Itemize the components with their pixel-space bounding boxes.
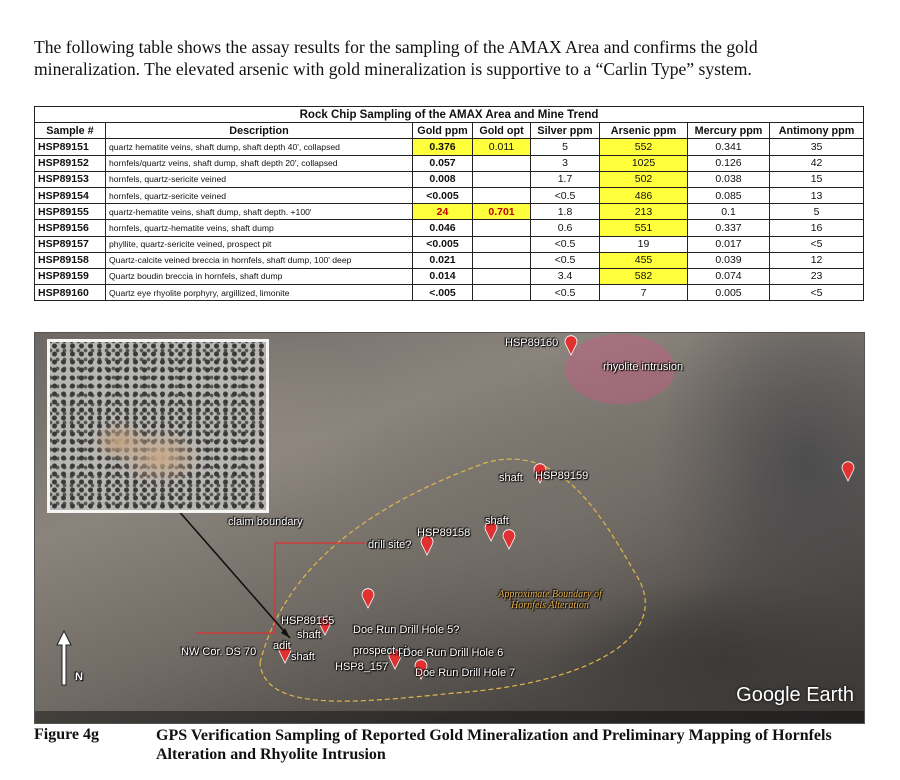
sample-description: hornfels/quartz veins, shaft dump, shaft depth 20', collapsed [106, 155, 413, 171]
antimony-ppm: <5 [770, 236, 864, 252]
label-shaft: shaft [485, 515, 509, 527]
label-doe-run-drill-hole-6: Doe Run Drill Hole 6 [403, 647, 504, 659]
gold-ppm: 0.014 [413, 268, 473, 284]
inset-detail-image [47, 339, 269, 513]
gold-opt [473, 171, 531, 187]
table-row [35, 285, 864, 301]
gold-opt [473, 268, 531, 284]
header-arsenic-ppm: Arsenic ppm [600, 123, 688, 139]
sample-id: HSP89160 [35, 285, 106, 301]
header-silver-ppm: Silver ppm [531, 123, 600, 139]
silver-ppm: <0.5 [531, 187, 600, 203]
arsenic-ppm: 7 [600, 285, 688, 301]
arsenic-ppm: 486 [600, 187, 688, 203]
table-row [35, 220, 864, 236]
sample-id: HSP89156 [35, 220, 106, 236]
mercury-ppm: 0.039 [688, 252, 770, 268]
google-earth-logo: Google Earth [736, 684, 854, 706]
label-hsp8157: HSP8_157 [335, 661, 389, 673]
sample-id: HSP89159 [35, 268, 106, 284]
gold-ppm: 0.057 [413, 155, 473, 171]
label-hsp89158: HSP89158 [417, 527, 471, 539]
header-description: Description [106, 123, 413, 139]
gold-opt [473, 220, 531, 236]
table-row [35, 171, 864, 187]
label-hsp89155: HSP89155 [281, 615, 335, 627]
gold-opt [473, 155, 531, 171]
table-row [35, 268, 864, 284]
label-hsp89159: HSP89159 [535, 470, 589, 482]
sample-id: HSP89152 [35, 155, 106, 171]
figure-caption: GPS Verification Sampling of Reported Gold Mineralization and Preliminary Mapping of Hornfels Alteration and Rhyolite Intrusion [156, 727, 832, 763]
gold-opt [473, 187, 531, 203]
claim-boundary-line [195, 543, 365, 633]
pin-upper [362, 589, 374, 608]
mercury-ppm: 0.1 [688, 204, 770, 220]
table-title: Rock Chip Sampling of the AMAX Area and Mine Trend [35, 107, 864, 123]
gold-opt: 0.011 [473, 139, 531, 155]
antimony-ppm: 5 [770, 204, 864, 220]
sample-id: HSP89157 [35, 236, 106, 252]
gold-ppm: 0.046 [413, 220, 473, 236]
label-doe-run-drill-hole-5: Doe Run Drill Hole 5? [353, 624, 460, 636]
label-drill-site: drill site? [368, 539, 412, 551]
gold-ppm: <0.005 [413, 187, 473, 203]
mercury-ppm: 0.341 [688, 139, 770, 155]
label-shaft: shaft [297, 629, 321, 641]
antimony-ppm: 23 [770, 268, 864, 284]
sample-description: phyllite, quartz-sericite veined, prospect pit [106, 236, 413, 252]
label-adit: adit [273, 640, 291, 652]
table-row [35, 155, 864, 171]
header-gold-ppm: Gold ppm [413, 123, 473, 139]
mercury-ppm: 0.337 [688, 220, 770, 236]
label-doe-run-drill-hole-7: Doe Run Drill Hole 7 [415, 667, 516, 679]
north-label: N [75, 671, 83, 683]
gold-ppm: 0.008 [413, 171, 473, 187]
table-row [35, 204, 864, 220]
antimony-ppm: 42 [770, 155, 864, 171]
silver-ppm: <0.5 [531, 252, 600, 268]
silver-ppm: 0.6 [531, 220, 600, 236]
table-row [35, 252, 864, 268]
sample-description: Quartz boudin breccia in hornfels, shaft dump [106, 268, 413, 284]
antimony-ppm: 13 [770, 187, 864, 203]
table-row [35, 236, 864, 252]
sample-description: hornfels, quartz-sericite veined [106, 187, 413, 203]
label-nw-cor: NW Cor. DS 70 [181, 646, 257, 658]
label-prospect-pit: prospect pit [353, 645, 410, 657]
sample-description: Quartz eye rhyolite porphyry, argillized, limonite [106, 285, 413, 301]
silver-ppm: 5 [531, 139, 600, 155]
gold-ppm: 0.021 [413, 252, 473, 268]
silver-ppm: <0.5 [531, 236, 600, 252]
label-shaft: shaft [291, 651, 315, 663]
gold-ppm: 0.376 [413, 139, 473, 155]
north-arrow-icon [53, 629, 75, 689]
silver-ppm: 3 [531, 155, 600, 171]
arsenic-ppm: 582 [600, 268, 688, 284]
figure-label: Figure 4g [34, 726, 100, 743]
silver-ppm: 1.8 [531, 204, 600, 220]
sample-id: HSP89153 [35, 171, 106, 187]
mercury-ppm: 0.017 [688, 236, 770, 252]
sample-id: HSP89151 [35, 139, 106, 155]
header-mercury-ppm: Mercury ppm [688, 123, 770, 139]
table-row [35, 187, 864, 203]
antimony-ppm: 12 [770, 252, 864, 268]
map-attribution-bar [35, 711, 864, 723]
antimony-ppm: 35 [770, 139, 864, 155]
arsenic-ppm: 552 [600, 139, 688, 155]
gold-opt [473, 236, 531, 252]
sample-id: HSP89155 [35, 204, 106, 220]
mercury-ppm: 0.074 [688, 268, 770, 284]
sample-description: hornfels, quartz-sericite veined [106, 171, 413, 187]
sample-id: HSP89154 [35, 187, 106, 203]
silver-ppm: 1.7 [531, 171, 600, 187]
mercury-ppm: 0.085 [688, 187, 770, 203]
gold-opt [473, 285, 531, 301]
table-header-row [35, 123, 864, 139]
arsenic-ppm: 1025 [600, 155, 688, 171]
mercury-ppm: 0.005 [688, 285, 770, 301]
mercury-ppm: 0.038 [688, 171, 770, 187]
pin-shaft-2 [503, 530, 515, 549]
sample-description: hornfels, quartz-hematite veins, shaft dump [106, 220, 413, 236]
sample-description: quartz-hematite veins, shaft dump, shaft depth. +100' [106, 204, 413, 220]
pin-east [842, 462, 854, 481]
header-gold-opt: Gold opt [473, 123, 531, 139]
gold-opt: 0.701 [473, 204, 531, 220]
hornfels-boundary [260, 459, 645, 701]
table-row [35, 139, 864, 155]
label-claim-boundary: claim boundary [228, 516, 303, 528]
gold-ppm: 24 [413, 204, 473, 220]
antimony-ppm: 15 [770, 171, 864, 187]
silver-ppm: <0.5 [531, 285, 600, 301]
rock-chip-table [34, 106, 864, 301]
header-sample: Sample # [35, 123, 106, 139]
sample-description: quartz hematite veins, shaft dump, shaft depth 40', collapsed [106, 139, 413, 155]
label-approximate-boundary: Approximate Boundary of Hornfels Alteration [498, 589, 602, 611]
label-shaft: shaft [499, 472, 523, 484]
mercury-ppm: 0.126 [688, 155, 770, 171]
gold-ppm: <.005 [413, 285, 473, 301]
header-antimony-ppm: Antimony ppm [770, 123, 864, 139]
arsenic-ppm: 502 [600, 171, 688, 187]
antimony-ppm: 16 [770, 220, 864, 236]
sample-description: Quartz-calcite veined breccia in hornfels, shaft dump, 100' deep [106, 252, 413, 268]
label-rhyolite-intrusion: rhyolite intrusion [603, 361, 684, 373]
arsenic-ppm: 19 [600, 236, 688, 252]
satellite-map [34, 332, 865, 724]
gold-ppm: <0.005 [413, 236, 473, 252]
arsenic-ppm: 213 [600, 204, 688, 220]
silver-ppm: 3.4 [531, 268, 600, 284]
intro-paragraph: The following table shows the assay results for the sampling of the AMAX Area and confirms the gold mineralization. The elevated arsenic with gold mineralization is supportive to a “Carlin Type” system. [34, 37, 758, 79]
arsenic-ppm: 551 [600, 220, 688, 236]
antimony-ppm: <5 [770, 285, 864, 301]
label-hsp89160: HSP89160 [505, 337, 559, 349]
arsenic-ppm: 455 [600, 252, 688, 268]
sample-id: HSP89158 [35, 252, 106, 268]
gold-opt [473, 252, 531, 268]
